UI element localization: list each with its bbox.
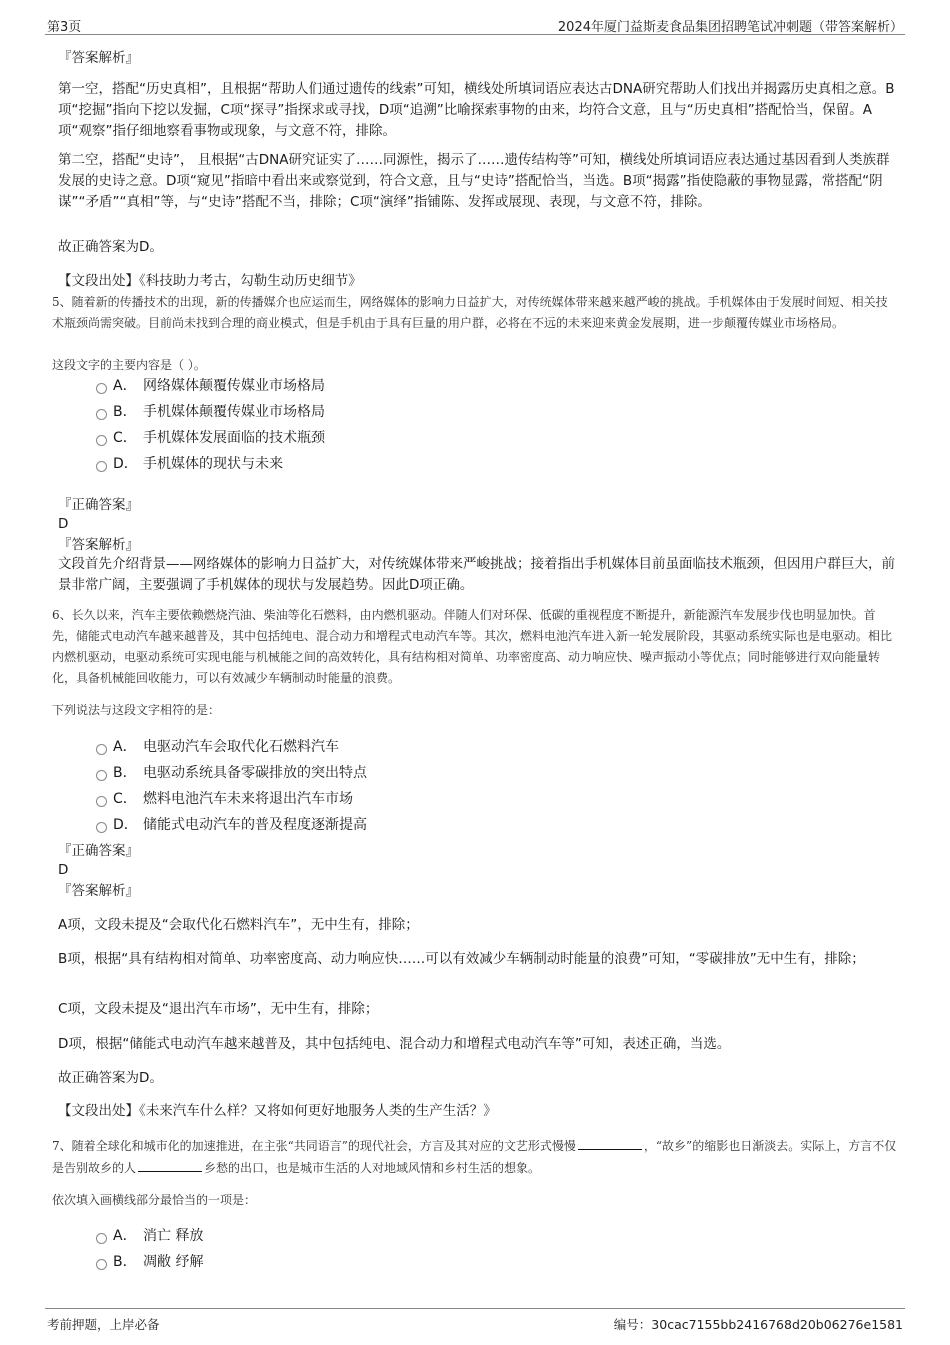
radio-icon[interactable]: [96, 822, 107, 833]
option-a[interactable]: A． 电驱动汽车会取代化石燃料汽车: [96, 736, 339, 758]
radio-icon[interactable]: [96, 409, 107, 420]
radio-icon[interactable]: [96, 435, 107, 446]
answer-analysis-label: 『答案解析』: [58, 537, 139, 553]
correct-answer-label: 『正确答案』: [58, 843, 139, 859]
option-d[interactable]: D． 储能式电动汽车的普及程度逐渐提高: [96, 814, 367, 836]
question-prompt: 下列说法与这段文字相符的是：: [52, 703, 221, 717]
option-b[interactable]: B． 凋敝 纾解: [96, 1251, 203, 1273]
radio-icon[interactable]: [96, 744, 107, 755]
option-c[interactable]: C． 燃料电池汽车未来将退出汽车市场: [96, 788, 353, 810]
page-header: [45, 14, 905, 35]
page-number: 第3页: [47, 20, 82, 35]
answer-analysis-label: 『答案解析』: [58, 50, 139, 66]
conclusion: 故正确答案为D。: [58, 1070, 163, 1086]
question-stem: 5、随着新的传播技术的出现，新的传播媒介也应运而生，网络媒体的影响力日益扩大，对传统媒体带来越来越严峻的挑战。手机媒体由于发展时间短、相关技术瓶颈尚需突破。目前尚未找到合理的商业模式，但是手机由于具有巨量的用户群，必将在不远的未来迎来黄金发展期，进一步颠覆传媒业市场格局。: [52, 295, 888, 330]
correct-answer-label: 『正确答案』: [58, 497, 139, 513]
fill-blank: [138, 1157, 202, 1172]
radio-icon[interactable]: [96, 1233, 107, 1244]
option-b[interactable]: B． 电驱动系统具备零碳排放的突出特点: [96, 762, 367, 784]
question-prompt: 依次填入画横线部分最恰当的一项是：: [52, 1193, 257, 1207]
conclusion: 故正确答案为D。: [58, 239, 163, 255]
answer-analysis-label: 『答案解析』: [58, 883, 139, 899]
analysis-paragraph: 文段首先介绍背景——网络媒体的影响力日益扩大，对传统媒体带来严峻挑战；接着指出手机媒体目前虽面临技术瓶颈，但因用户群巨大，前景非常广阔，主要强调了手机媒体的现状与发展趋势。因此D项正确。: [58, 556, 895, 593]
document-id: 编号：30cac7155bb2416768d20b06276e1581: [613, 1317, 903, 1332]
fill-blank: [578, 1135, 642, 1150]
footer-slogan: 考前押题，上岸必备: [47, 1317, 160, 1332]
question-prompt: 这段文字的主要内容是（ ）。: [52, 358, 206, 372]
passage-source: 【文段出处】《未来汽车什么样？又将如何更好地服务人类的生产生活？》: [58, 1103, 497, 1119]
analysis-paragraph: A项，文段未提及“会取代化石燃料汽车”，无中生有，排除；: [58, 917, 419, 933]
page-footer: [45, 1308, 905, 1333]
option-a[interactable]: A． 网络媒体颠覆传媒业市场格局: [96, 375, 325, 397]
correct-answer: D: [58, 516, 69, 532]
analysis-paragraph: 第一空，搭配“历史真相”，且根据“帮助人们通过遗传的线索”可知，横线处所填词语应表达古DNA研究帮助人们找出并揭露历史真相之意。B项“挖掘”指向下挖以发掘，C项“探寻”指探求或寻找，D项“追溯”比喻探索事物的由来，均符合文意，且与“历史真相”搭配恰当，保留。A项“观察”指仔细地察看事物或现象，与文意不符，排除。: [58, 81, 895, 139]
radio-icon[interactable]: [96, 1259, 107, 1270]
document-title: 2024年厦门益斯麦食品集团招聘笔试冲刺题（带答案解析）: [557, 20, 903, 35]
radio-icon[interactable]: [96, 383, 107, 394]
correct-answer: D: [58, 862, 69, 878]
option-b[interactable]: B． 手机媒体颠覆传媒业市场格局: [96, 401, 325, 423]
analysis-paragraph: D项，根据“储能式电动汽车越来越普及，其中包括纯电、混合动力和增程式电动汽车等”可知，表述正确，当选。: [58, 1036, 731, 1052]
analysis-paragraph: C项，文段未提及“退出汽车市场”，无中生有，排除；: [58, 1001, 379, 1017]
passage-source: 【文段出处】《科技助力考古，勾勒生动历史细节》: [58, 273, 362, 289]
radio-icon[interactable]: [96, 770, 107, 781]
option-a[interactable]: A． 消亡 释放: [96, 1225, 203, 1247]
analysis-paragraph: B项，根据“具有结构相对简单、功率密度高、动力响应快……可以有效减少车辆制动时能量的浪费”可知，“零碳排放”无中生有，排除；: [58, 951, 865, 967]
question-stem: 7、随着全球化和城市化的加速推进，在主张“共同语言”的现代社会，方言及其对应的文艺形式慢慢 ，“故乡”的缩影也日渐淡去。实际上，方言不仅是告别故乡的人 乡愁的出口，也是城市生活的人对地域风情和乡村生活的想象。: [52, 1135, 897, 1179]
radio-icon[interactable]: [96, 796, 107, 807]
option-d[interactable]: D． 手机媒体的现状与未来: [96, 453, 283, 475]
question-stem: 6、长久以来，汽车主要依赖燃烧汽油、柴油等化石燃料，由内燃机驱动。伴随人们对环保、低碳的重视程度不断提升，新能源汽车发展步伐也明显加快。首先，储能式电动汽车越来越普及，其中包括纯电、混合动力和增程式电动汽车等。其次，燃料电池汽车进入新一轮发展阶段，其驱动系统实际也是电驱动。相比内燃机驱动，电驱动系统可实现电能与机械能之间的高效转化，具有结构相对简单、功率密度高、动力响应快、噪声振动小等优点；同时能够进行双向能量转化，具备机械能回收能力，可以有效减少车辆制动时能量的浪费。: [52, 608, 893, 685]
radio-icon[interactable]: [96, 461, 107, 472]
analysis-paragraph: 第二空，搭配“史诗”， 且根据“古DNA研究证实了……同源性，揭示了……遗传结构等”可知，横线处所填词语应表达通过基因看到人类族群发展的史诗之意。D项“窥见”指暗中看出来或察觉到，符合文意，且与“史诗”搭配恰当，当选。B项“揭露”指使隐蔽的事物显露，常搭配“阴谋”“矛盾”“真相”等，与“史诗”搭配不当，排除；C项“演绎”指铺陈、发挥或展现、表现，与文意不符，排除。: [58, 152, 890, 210]
option-c[interactable]: C． 手机媒体发展面临的技术瓶颈: [96, 427, 325, 449]
